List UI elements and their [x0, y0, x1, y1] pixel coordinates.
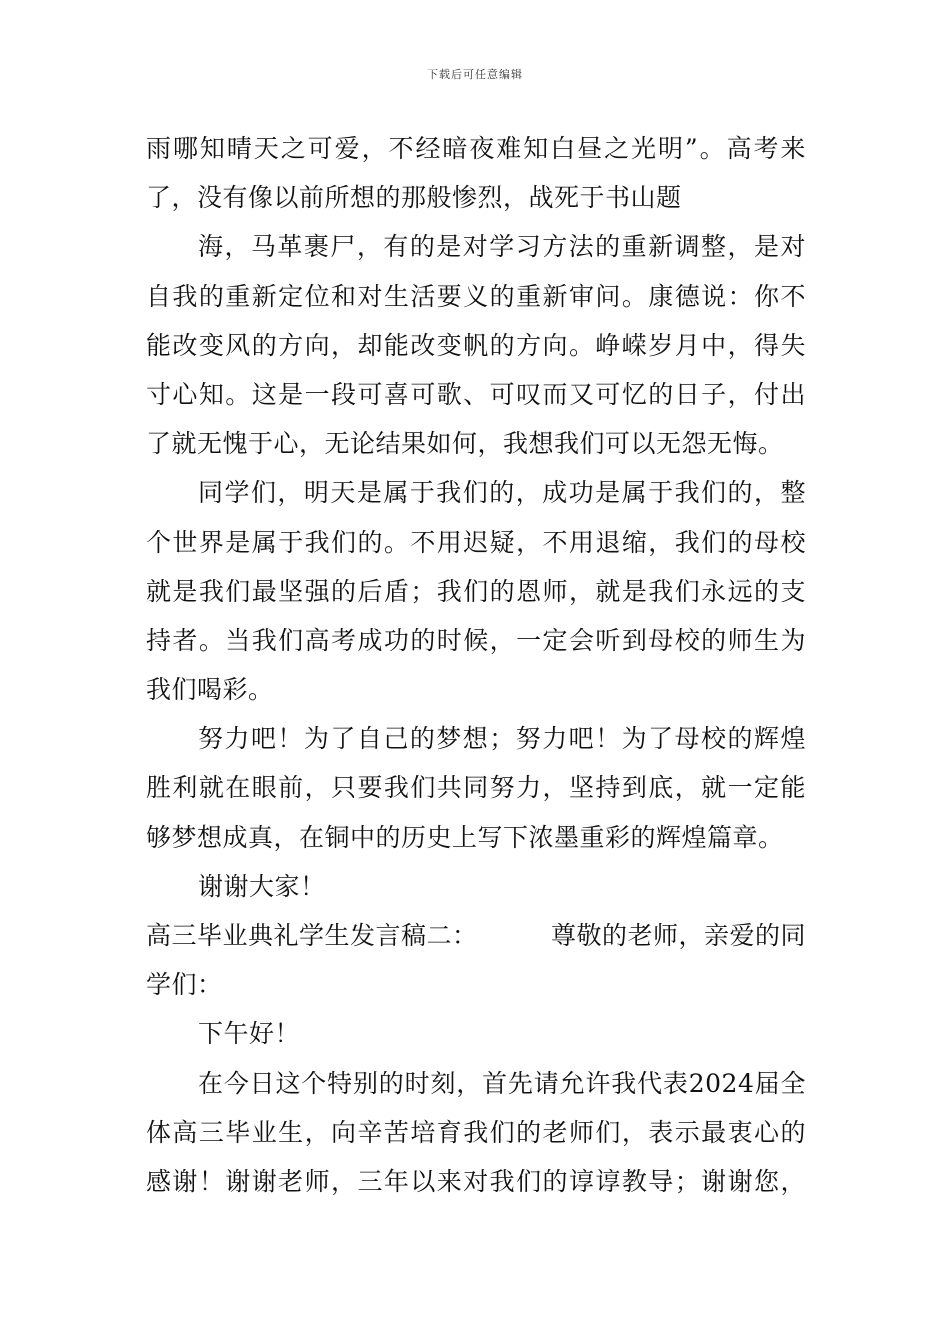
header-note: 下载后可任意编辑 — [427, 68, 523, 81]
speech-two-heading — [146, 911, 806, 960]
text-line: 能改变风的方向，却能改变帆的方向。峥嵘岁月中，得失 — [146, 330, 806, 360]
text-line: 感谢！谢谢老师，三年以来对我们的谆谆教导；谢谢您， — [146, 1166, 806, 1196]
text-line: 海，马革裹尸，有的是对学习方法的重新调整，是对 — [198, 232, 806, 262]
text-line: 够梦想成真，在铜中的历史上写下浓墨重彩的辉煌篇章。 — [146, 822, 784, 852]
text-line: 我们喝彩。 — [146, 675, 274, 705]
text-line: 同学们，明天是属于我们的，成功是属于我们的，整 — [198, 478, 806, 508]
speech-two-salutation: 尊敬的老师，亲爱的同 — [550, 921, 806, 950]
text-line: 胜利就在眼前，只要我们共同努力，坚持到底，就一定能 — [146, 773, 806, 803]
text-line: 个世界是属于我们的。不用迟疑，不用退缩，我们的母校 — [146, 527, 806, 557]
text-line: 了，没有像以前所想的那般惨烈，战死于书山题 — [146, 183, 682, 213]
text-line: 寸心知。这是一段可喜可歌、可叹而又可忆的日子，付出 — [146, 379, 806, 409]
text-line: 在今日这个特别的时刻，首先请允许我代表2024届全 — [198, 1068, 806, 1098]
text-line: 学们： — [146, 970, 223, 1000]
text-line: 谢谢大家！ — [198, 871, 326, 901]
text-line: 努力吧！为了自己的梦想；努力吧！为了母校的辉煌 — [198, 724, 806, 754]
text-line: 自我的重新定位和对生活要义的重新审问。康德说：你不 — [146, 281, 806, 311]
speech-two-title: 高三毕业典礼学生发言稿二： — [146, 921, 478, 950]
text-line: 雨哪知晴天之可爱，不经暗夜难知白昼之光明”。高考来 — [146, 134, 806, 163]
text-line: 下午好！ — [198, 1019, 301, 1049]
text-line: 了就无愧于心，无论结果如何，我想我们可以无怨无悔。 — [146, 429, 784, 459]
text-line: 就是我们最坚强的后盾；我们的恩师，就是我们永远的支 — [146, 576, 806, 606]
text-line: 体高三毕业生，向辛苦培育我们的老师们，表示最衷心的 — [146, 1117, 806, 1147]
text-line: 持者。当我们高考成功的时候，一定会听到母校的师生为 — [146, 625, 806, 655]
document-body — [146, 124, 806, 1206]
